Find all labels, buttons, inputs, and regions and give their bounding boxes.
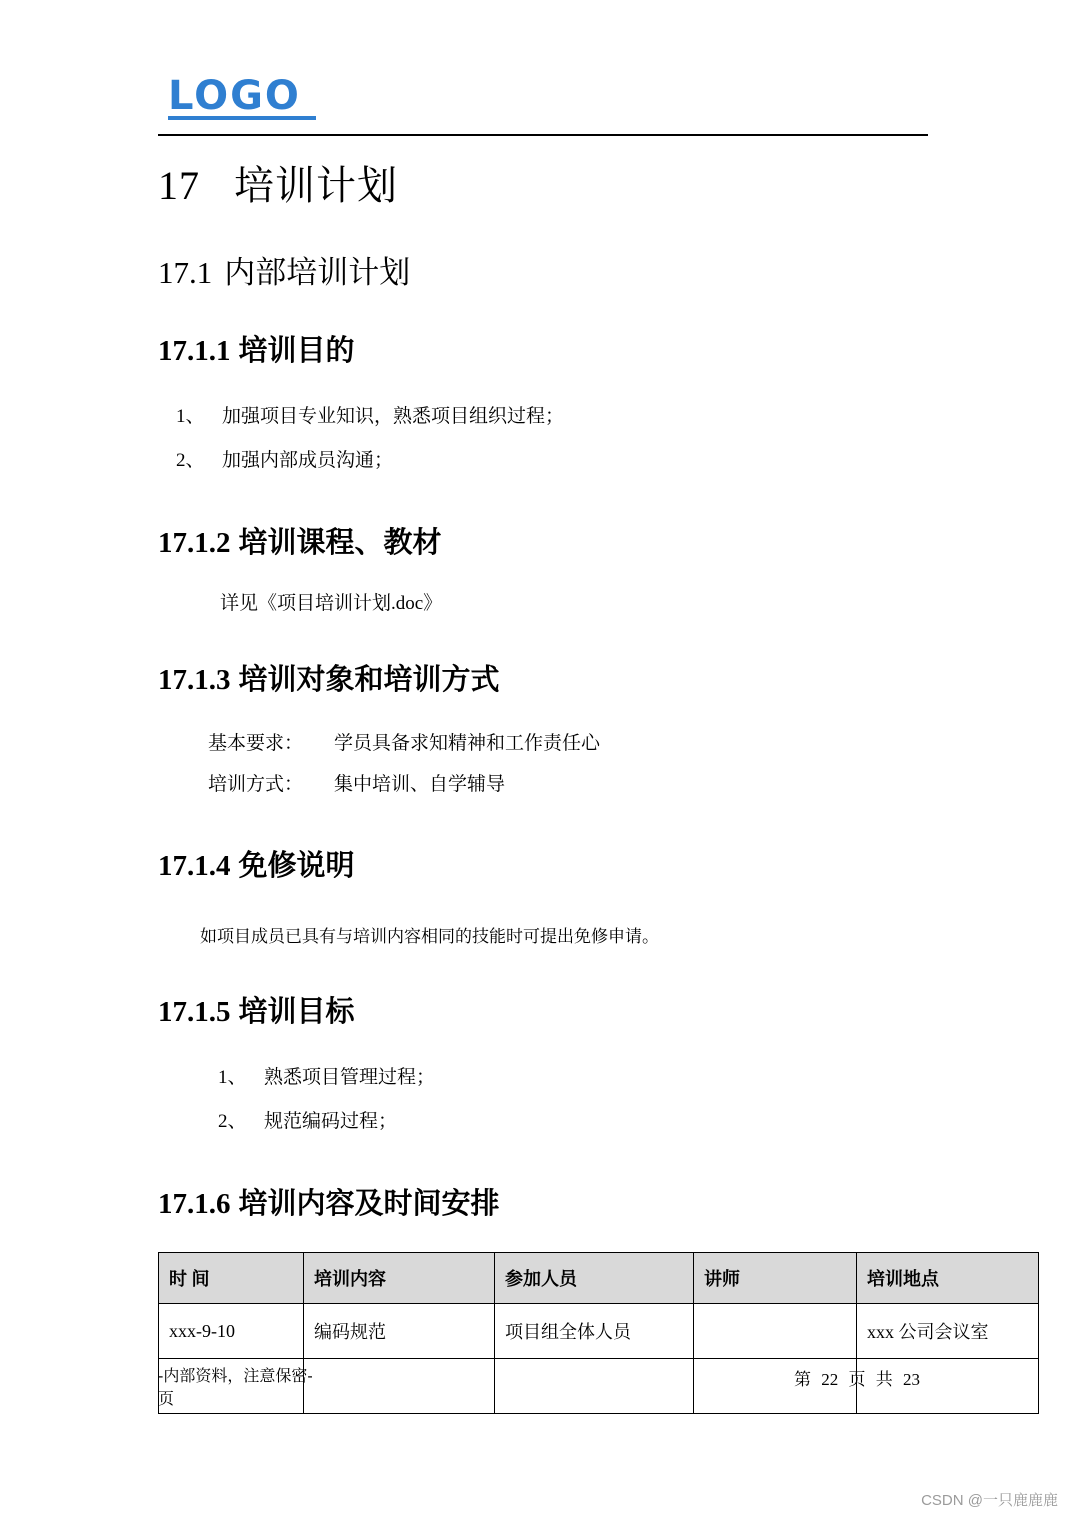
page-title-number: 17 (158, 163, 200, 208)
list-item (158, 439, 928, 483)
list-item (200, 1100, 928, 1144)
basic-requirement-label: 基本要求： (208, 732, 304, 754)
section-number-17-1-6: 17.1.6 (158, 1187, 231, 1220)
footer-confidential-line2: 页 (158, 1391, 175, 1409)
exemption-paragraph: 如项目成员已具有与培训内容相同的技能时可提出免修申请。 (200, 927, 659, 947)
page-prefix: 第 (794, 1370, 811, 1389)
cell-participants (495, 1359, 694, 1414)
basic-requirement-row (208, 723, 928, 765)
footer-confidential (158, 1365, 518, 1411)
cell-content: 编码规范 (304, 1304, 495, 1359)
section-number-17-1-5: 17.1.5 (158, 996, 231, 1029)
table-row (159, 1304, 1039, 1359)
page-unit: 页 (848, 1370, 866, 1389)
training-purpose-list (158, 395, 928, 482)
page-number: 22 (821, 1370, 839, 1389)
section-text-17-1-5: 培训目标 (238, 996, 355, 1029)
section-text-17-1-1: 培训目的 (238, 335, 355, 368)
section-number-17-1-1: 17.1.1 (158, 335, 231, 368)
list-text: 熟悉项目管理过程； (264, 1067, 436, 1089)
section-text-17-1-2: 培训课程、教材 (238, 526, 442, 559)
training-goal-list (158, 1056, 928, 1143)
section-heading-17-1-2 (158, 525, 928, 561)
column-header-time: 时 间 (159, 1253, 304, 1304)
company-logo (168, 74, 316, 120)
list-marker: 1、 (218, 1067, 247, 1089)
section-heading-17-1-5 (158, 994, 928, 1030)
cell-instructor (694, 1304, 857, 1359)
list-item (200, 1056, 928, 1100)
list-text: 加强内部成员沟通； (222, 450, 394, 472)
column-header-instructor: 讲师 (694, 1253, 857, 1304)
section-number-17-1-4: 17.1.4 (158, 850, 231, 883)
section-text-17-1: 内部培训计划 (224, 255, 411, 290)
section-number-17-1: 17.1 (158, 255, 213, 290)
section-heading-17-1-3 (158, 662, 928, 698)
cell-location: xxx 公司会议室 (857, 1304, 1039, 1359)
training-method-row (208, 764, 928, 806)
watermark: CSDN @一只鹿鹿鹿 (921, 1492, 1058, 1509)
footer-pagination (791, 1365, 923, 1390)
section-number-17-1-2: 17.1.2 (158, 526, 231, 559)
section-number-17-1-3: 17.1.3 (158, 664, 231, 697)
document-content (158, 62, 989, 1414)
footer-confidential-line1: -内部资料，注意保密- (158, 1368, 313, 1385)
list-text: 规范编码过程； (264, 1111, 398, 1133)
page-title (158, 162, 928, 210)
training-materials-paragraph: 详见《项目培训计划.doc》 (220, 593, 443, 615)
section-heading-17-1-6 (158, 1186, 928, 1222)
basic-requirement-value: 学员具备求知精神和工作责任心 (334, 732, 601, 754)
table-header (159, 1253, 1039, 1304)
section-text-17-1-3: 培训对象和培训方式 (238, 664, 500, 697)
logo-text: LOGO (168, 73, 301, 119)
total-pages: 23 (903, 1370, 920, 1389)
section-text-17-1-4: 免修说明 (238, 850, 355, 883)
page-title-text: 培训计划 (234, 163, 398, 208)
training-method-value: 集中培训、自学辅导 (334, 774, 506, 796)
cell-participants: 项目组全体人员 (495, 1304, 694, 1359)
column-header-participants: 参加人员 (495, 1253, 694, 1304)
list-marker: 1、 (176, 406, 205, 428)
column-header-content: 培训内容 (304, 1253, 495, 1304)
total-prefix: 共 (875, 1370, 893, 1389)
column-header-location: 培训地点 (857, 1253, 1039, 1304)
section-heading-17-1 (158, 254, 928, 291)
list-text: 加强项目专业知识，熟悉项目组织过程； (222, 406, 565, 428)
training-method-label: 培训方式： (208, 774, 304, 796)
section-text-17-1-6: 培训内容及时间安排 (238, 1187, 500, 1220)
list-marker: 2、 (176, 450, 205, 472)
training-audience-block (158, 723, 928, 807)
table-header-row (159, 1253, 1039, 1304)
cell-time: xxx-9-10 (159, 1304, 304, 1359)
section-heading-17-1-1 (158, 333, 928, 369)
section-heading-17-1-4 (158, 848, 928, 884)
page-header (158, 62, 928, 136)
list-marker: 2、 (218, 1111, 247, 1133)
list-item (158, 395, 928, 439)
